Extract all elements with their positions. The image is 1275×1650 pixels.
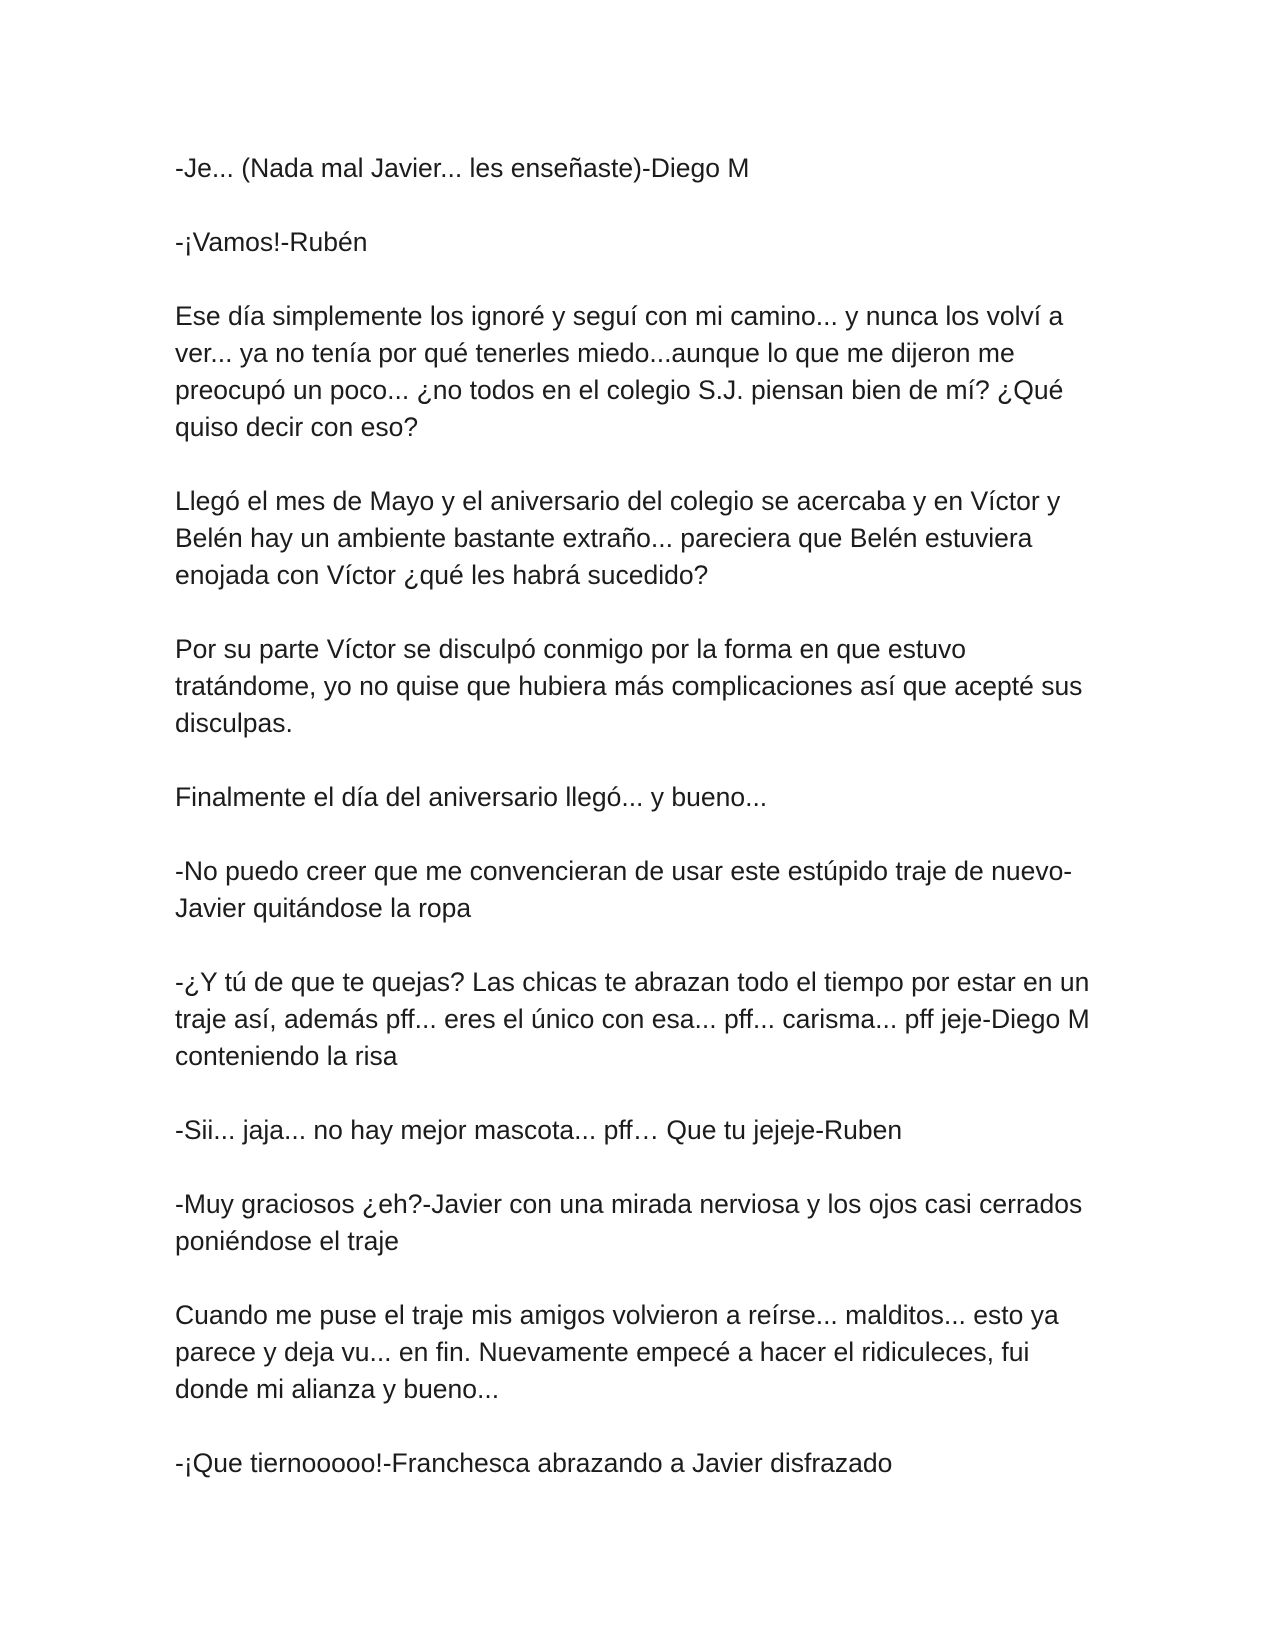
paragraph-dialogue-ruben-mascot: -Sii... jaja... no hay mejor mascota... pff… Que tu jejeje-Ruben <box>175 1115 903 1145</box>
document-body <box>175 150 1095 1519</box>
paragraph-narration-anniversary: Finalmente el día del aniversario llegó... y bueno... <box>175 782 768 812</box>
paragraph-dialogue-diego: -Je... (Nada mal Javier... les enseñaste)-Diego M <box>175 153 750 183</box>
paragraph-narration-ignored: Ese día simplemente los ignoré y seguí con mi camino... y nunca los volví a ver... ya no tenía por qué tenerles miedo...aunque lo que me dijeron me preocupó un poco... ¿no todos en el colegio S.J. piensan bien de mí? ¿Qué quiso decir con eso? <box>175 301 1064 442</box>
paragraph-narration-friends-laugh: Cuando me puse el traje mis amigos volvieron a reírse... malditos... esto ya parece y deja vu... en fin. Nuevamente empecé a hacer el ridiculeces, fui donde mi alianza y bueno... <box>175 1300 1059 1404</box>
paragraph-dialogue-diego-laugh: -¿Y tú de que te quejas? Las chicas te abrazan todo el tiempo por estar en un traje así, además pff... eres el único con esa... pff... carisma... pff jeje-Diego M conteniendo la risa <box>175 967 1090 1071</box>
paragraph-narration-apology: Por su parte Víctor se disculpó conmigo por la forma en que estuvo tratándome, yo no quise que hubiera más complicaciones así que acepté sus disculpas. <box>175 634 1083 738</box>
paragraph-dialogue-javier-nervous: -Muy graciosos ¿eh?-Javier con una mirada nerviosa y los ojos casi cerrados poniéndose el traje <box>175 1189 1083 1256</box>
paragraph-dialogue-franchesca: -¡Que tiernooooo!-Franchesca abrazando a Javier disfrazado <box>175 1448 893 1478</box>
paragraph-narration-may: Llegó el mes de Mayo y el aniversario del colegio se acercaba y en Víctor y Belén hay un ambiente bastante extraño... pareciera que Belén estuviera enojada con Víctor ¿qué les habrá sucedido? <box>175 486 1061 590</box>
paragraph-dialogue-javier-suit: -No puedo creer que me convencieran de usar este estúpido traje de nuevo-Javier quitándose la ropa <box>175 856 1073 923</box>
paragraph-dialogue-ruben: -¡Vamos!-Rubén <box>175 227 368 257</box>
